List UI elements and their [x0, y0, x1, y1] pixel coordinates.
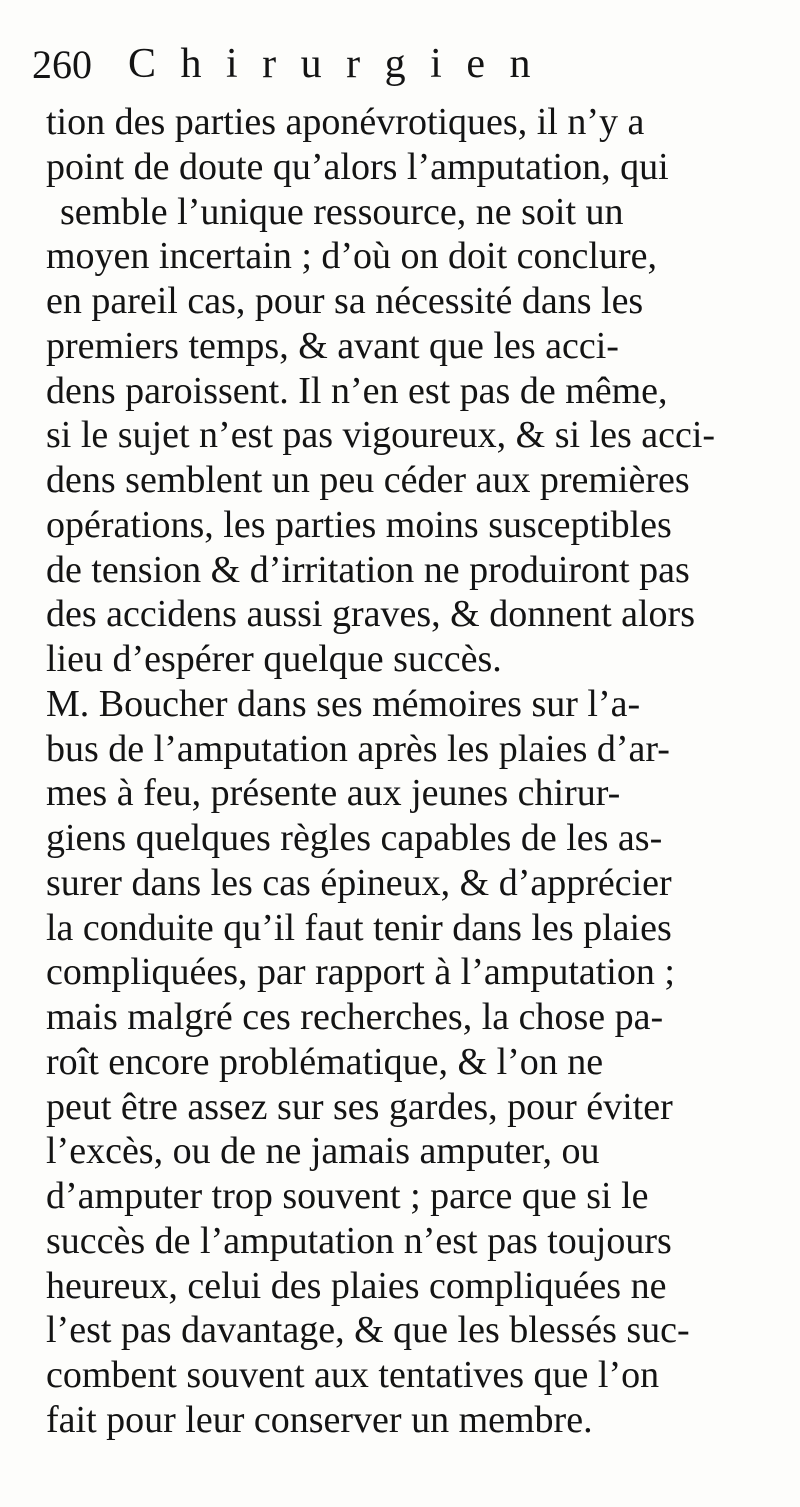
text-line: peut être assez sur ses gardes, pour éviter [46, 1085, 673, 1128]
text-line: succès de l’amputation n’est pas toujours [46, 1219, 672, 1262]
text-line: mais malgré ces recherches, la chose pa- [46, 996, 664, 1038]
text-line: de tension & d’irritation ne produiront pas [46, 548, 690, 591]
text-line: en pareil cas, pour sa nécessité dans les [46, 280, 644, 322]
text-line: moyen incertain ; d’où on doit conclure, [46, 235, 657, 278]
text-line: des accidens aussi graves, & donnent alors [46, 593, 695, 636]
paragraph-start-line: M. Boucher dans ses mémoires sur l’a- [46, 682, 641, 725]
text-line: la conduite qu’il faut tenir dans les plaies [46, 906, 672, 949]
running-head: C h i r u r g i e n [128, 41, 538, 87]
text-line: bus de l’amputation après les plaies d’ar- [46, 727, 670, 770]
text-line: lieu d’espérer quelque succès. [46, 638, 502, 680]
text-line: compliquées, par rapport à l’amputation ; [46, 951, 675, 994]
text-line: premiers temps, & avant que les acci- [46, 324, 619, 367]
text-line: roît encore problématique, & l’on ne [46, 1040, 604, 1083]
text-line: heureux, celui des plaies compliquées ne [46, 1264, 667, 1307]
text-line: mes à feu, présente aux jeunes chirur- [46, 772, 621, 815]
text-line: giens quelques règles capables de les as- [46, 817, 663, 859]
text-line: surer dans les cas épineux, & d’apprécier [46, 861, 672, 904]
body-text [46, 100, 776, 1443]
text-line: dens paroissent. Il n’en est pas de même, [46, 369, 668, 412]
text-line: tion des parties aponévrotiques, il n’y a [46, 101, 645, 143]
text-line: d’amputer trop souvent ; parce que si le [46, 1175, 649, 1217]
text-line: semble l’unique ressource, ne soit un [60, 190, 624, 233]
page-header [30, 30, 770, 94]
text-line: opérations, les parties moins susceptibles [46, 503, 672, 546]
text-line: dens semblent un peu céder aux premières [46, 459, 690, 501]
text-line: point de doute qu’alors l’amputation, qui [46, 145, 669, 188]
text-line: l’excès, ou de ne jamais amputer, ou [46, 1130, 600, 1173]
text-line: combent souvent aux tentatives que l’on [46, 1354, 660, 1396]
text-line: fait pour leur conserver un membre. [46, 1398, 593, 1441]
text-line: si le sujet n’est pas vigoureux, & si les acci- [46, 414, 716, 457]
text-line: l’est pas davantage, & que les blessés suc- [46, 1309, 690, 1352]
page-number: 260 [32, 42, 92, 87]
